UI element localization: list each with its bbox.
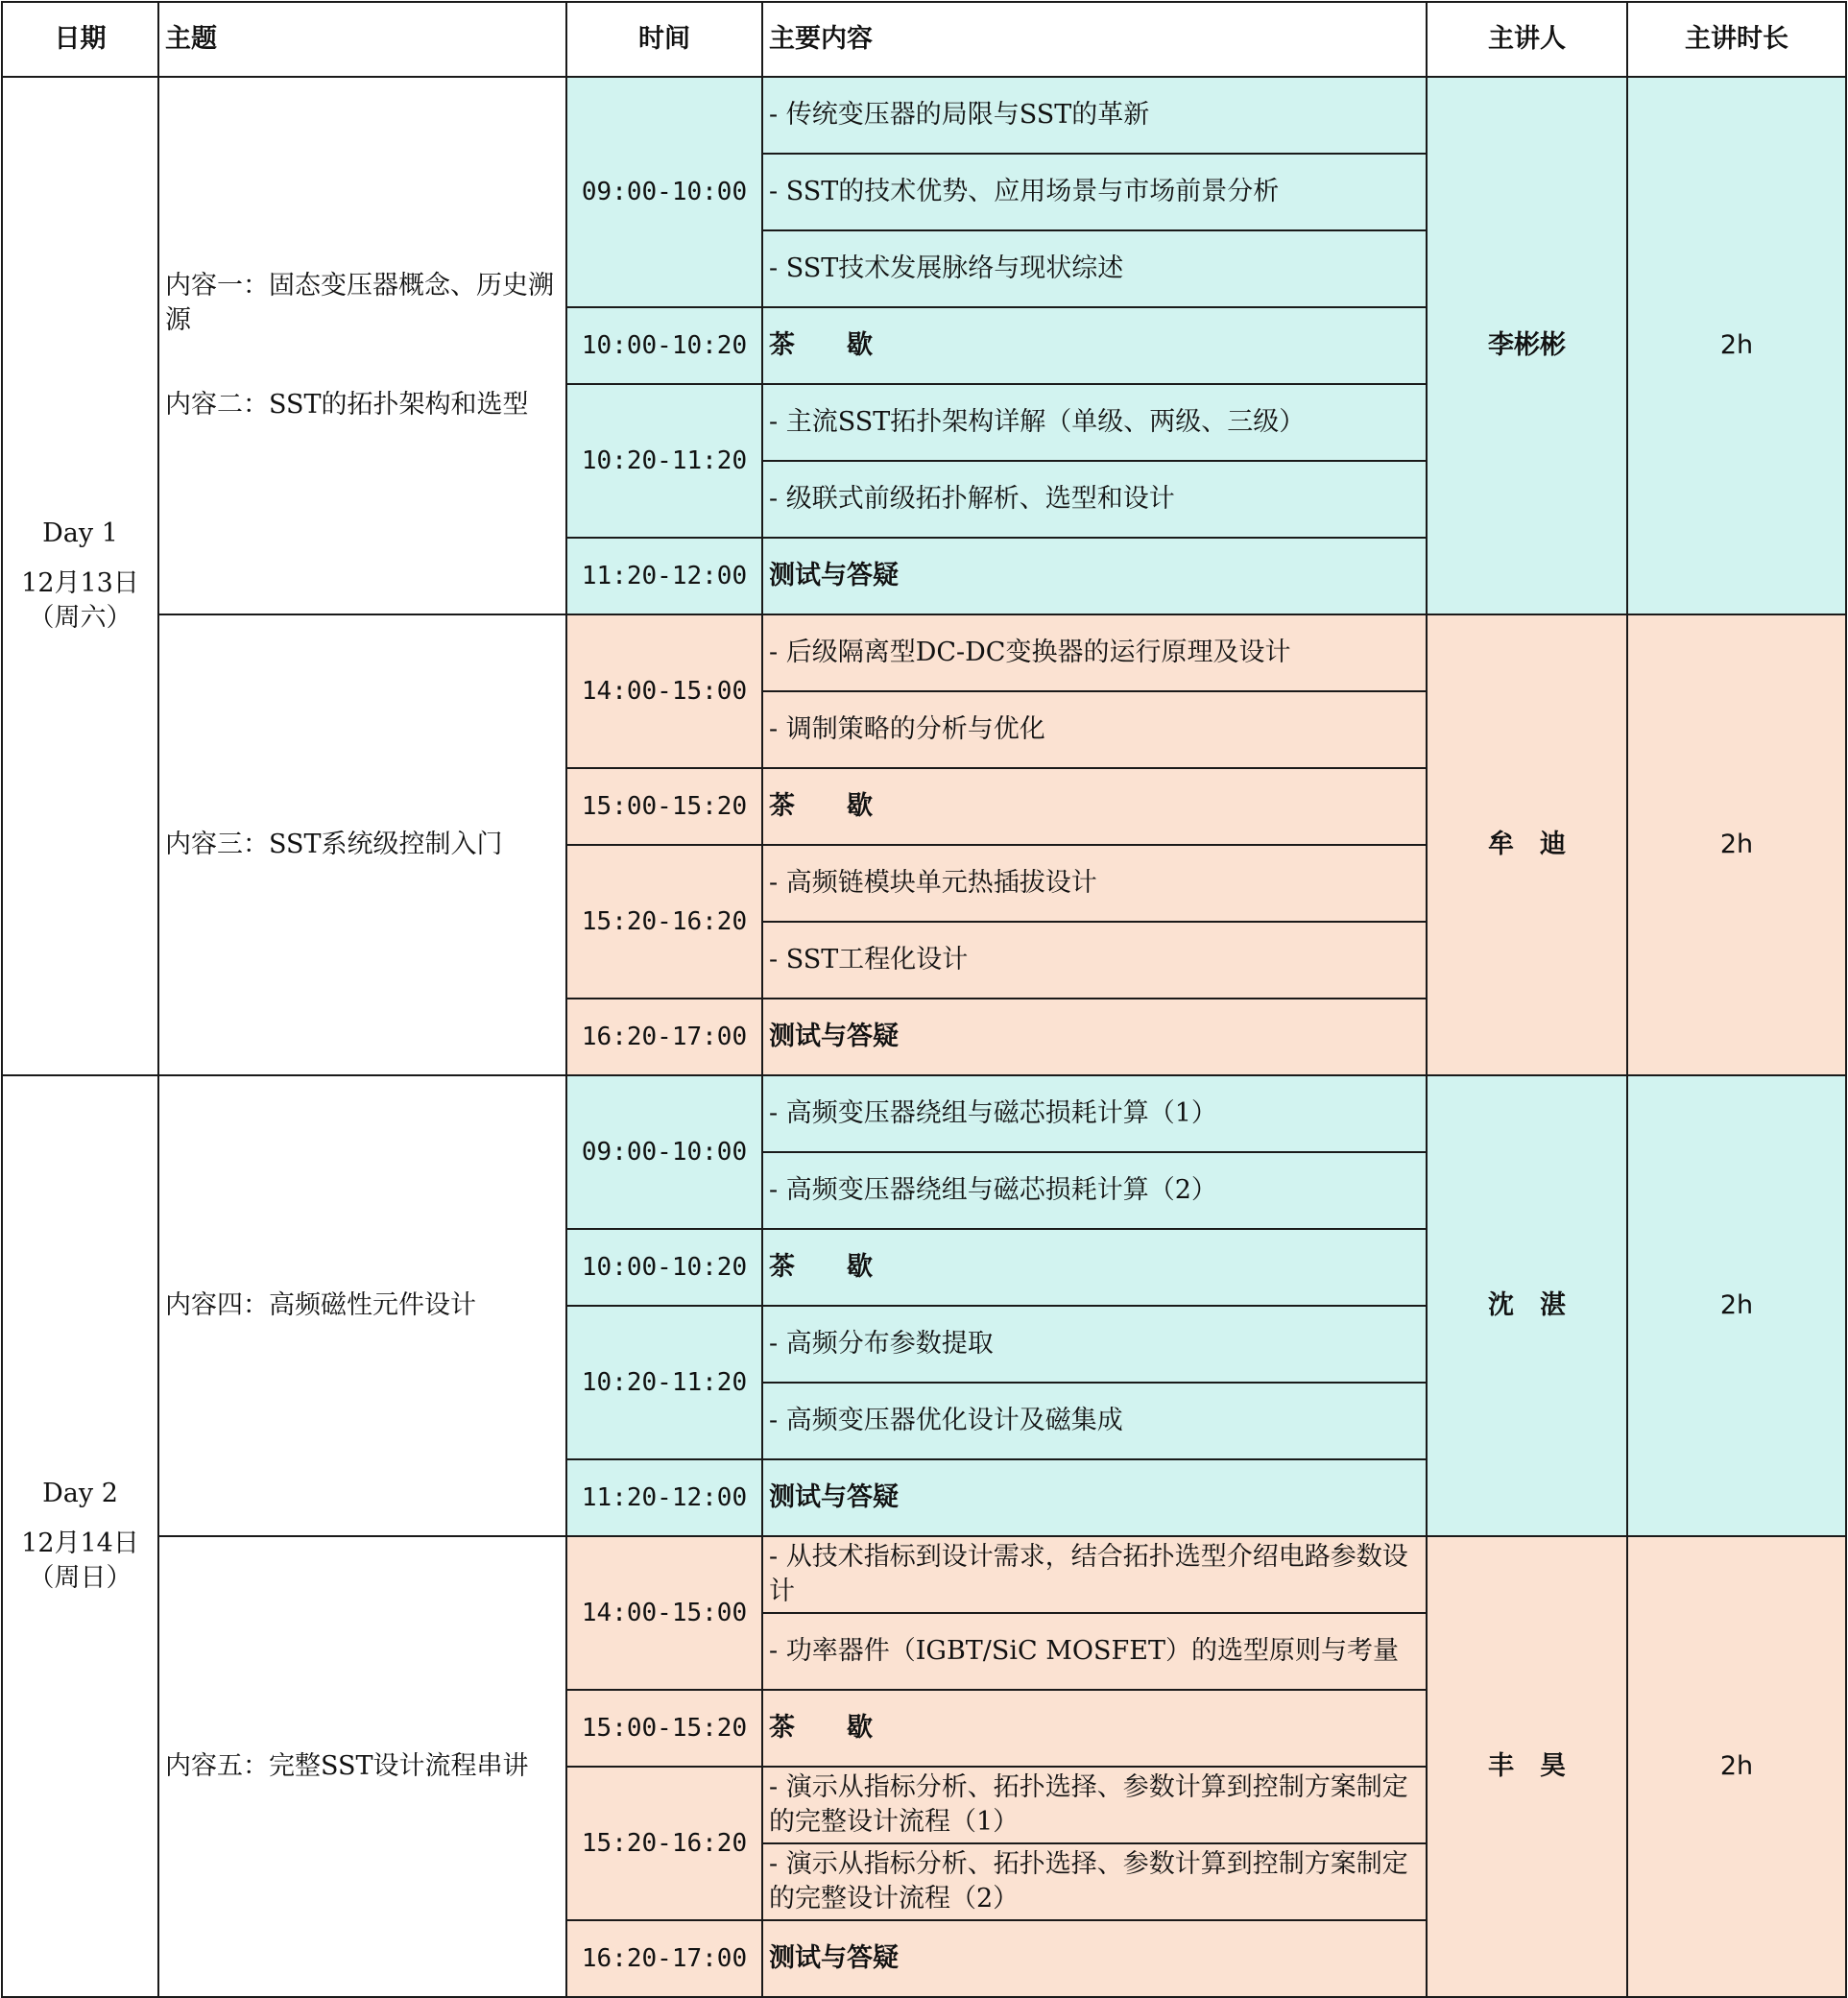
- speaker-cell: 丰 昊: [1427, 1536, 1627, 1997]
- topic-cell: [158, 1536, 566, 1997]
- break-label: 茶 歇: [762, 1229, 1427, 1306]
- time-cell: 10:20-11:20: [566, 1306, 762, 1459]
- qa-label: 测试与答疑: [762, 1459, 1427, 1536]
- header-date: 日期: [2, 2, 158, 77]
- duration-cell: 2h: [1627, 614, 1846, 1075]
- content-item: - 级联式前级拓扑解析、选型和设计: [762, 461, 1427, 538]
- header-topic: 主题: [158, 2, 566, 77]
- time-cell: 10:20-11:20: [566, 384, 762, 538]
- content-item: - 高频分布参数提取: [762, 1306, 1427, 1383]
- content-item: - SST的技术优势、应用场景与市场前景分析: [762, 154, 1427, 230]
- table-row: [2, 614, 1846, 691]
- time-cell: 15:20-16:20: [566, 845, 762, 999]
- duration-cell: 2h: [1627, 1075, 1846, 1536]
- time-cell: 16:20-17:00: [566, 1920, 762, 1997]
- day-weekday: （周六）: [28, 603, 132, 633]
- break-label: 茶 歇: [762, 1690, 1427, 1767]
- duration-cell: 2h: [1627, 77, 1846, 614]
- header-row: [2, 2, 1846, 77]
- topic-text: 内容四：高频磁性元件设计: [165, 1290, 476, 1320]
- content-item: - 演示从指标分析、拓扑选择、参数计算到控制方案制定的完整设计流程（2）: [762, 1843, 1427, 1920]
- day-label: Day 1: [42, 518, 118, 548]
- day-label: Day 2: [42, 1479, 118, 1508]
- time-cell: 15:20-16:20: [566, 1767, 762, 1920]
- table-row: [2, 1075, 1846, 1152]
- speaker-cell: 沈 湛: [1427, 1075, 1627, 1536]
- header-duration: 主讲时长: [1627, 2, 1846, 77]
- content-item: - 调制策略的分析与优化: [762, 691, 1427, 768]
- content-item: - SST工程化设计: [762, 922, 1427, 999]
- time-cell: 10:00-10:20: [566, 307, 762, 384]
- day-date: 12月13日: [21, 568, 139, 598]
- schedule-table: [1, 1, 1847, 1998]
- time-cell: 15:00-15:20: [566, 768, 762, 845]
- time-cell: 10:00-10:20: [566, 1229, 762, 1306]
- topic-cell: [158, 614, 566, 1075]
- content-item: - 高频变压器优化设计及磁集成: [762, 1383, 1427, 1459]
- time-cell: 16:20-17:00: [566, 999, 762, 1075]
- break-label: 茶 歇: [762, 307, 1427, 384]
- time-cell: 11:20-12:00: [566, 1459, 762, 1536]
- speaker-cell: 李彬彬: [1427, 77, 1627, 614]
- time-cell: 15:00-15:20: [566, 1690, 762, 1767]
- day-date: 12月14日: [21, 1529, 139, 1558]
- header-content: 主要内容: [762, 2, 1427, 77]
- topic-text: 内容二：SST的拓扑架构和选型: [165, 390, 529, 420]
- topic-cell: [158, 77, 566, 614]
- content-item: - 功率器件（IGBT/SiC MOSFET）的选型原则与考量: [762, 1613, 1427, 1690]
- content-item: - 演示从指标分析、拓扑选择、参数计算到控制方案制定的完整设计流程（1）: [762, 1767, 1427, 1843]
- time-cell: 14:00-15:00: [566, 614, 762, 768]
- header-time: 时间: [566, 2, 762, 77]
- day-weekday: （周日）: [28, 1563, 132, 1593]
- topic-text: 内容五：完整SST设计流程串讲: [165, 1751, 529, 1781]
- content-item: - 主流SST拓扑架构详解（单级、两级、三级）: [762, 384, 1427, 461]
- topic-text: 内容三：SST系统级控制入门: [165, 830, 503, 859]
- time-cell: 09:00-10:00: [566, 77, 762, 307]
- qa-label: 测试与答疑: [762, 999, 1427, 1075]
- content-item: - 后级隔离型DC-DC变换器的运行原理及设计: [762, 614, 1427, 691]
- topic-cell: [158, 1075, 566, 1536]
- break-label: 茶 歇: [762, 768, 1427, 845]
- time-cell: 14:00-15:00: [566, 1536, 762, 1690]
- content-item: - SST技术发展脉络与现状综述: [762, 230, 1427, 307]
- qa-label: 测试与答疑: [762, 538, 1427, 614]
- content-item: - 高频变压器绕组与磁芯损耗计算（2）: [762, 1152, 1427, 1229]
- table-row: [2, 1536, 1846, 1613]
- time-cell: 11:20-12:00: [566, 538, 762, 614]
- table-row: [2, 77, 1846, 154]
- duration-cell: 2h: [1627, 1536, 1846, 1997]
- speaker-cell: 牟 迪: [1427, 614, 1627, 1075]
- content-item: - 从技术指标到设计需求，结合拓扑选型介绍电路参数设计: [762, 1536, 1427, 1613]
- content-item: - 传统变压器的局限与SST的革新: [762, 77, 1427, 154]
- day1-date-cell: [2, 77, 158, 1075]
- qa-label: 测试与答疑: [762, 1920, 1427, 1997]
- topic-text: 内容一：固态变压器概念、历史溯源: [165, 271, 554, 335]
- time-cell: 09:00-10:00: [566, 1075, 762, 1229]
- content-item: - 高频变压器绕组与磁芯损耗计算（1）: [762, 1075, 1427, 1152]
- content-item: - 高频链模块单元热插拔设计: [762, 845, 1427, 922]
- header-speaker: 主讲人: [1427, 2, 1627, 77]
- day2-date-cell: [2, 1075, 158, 1997]
